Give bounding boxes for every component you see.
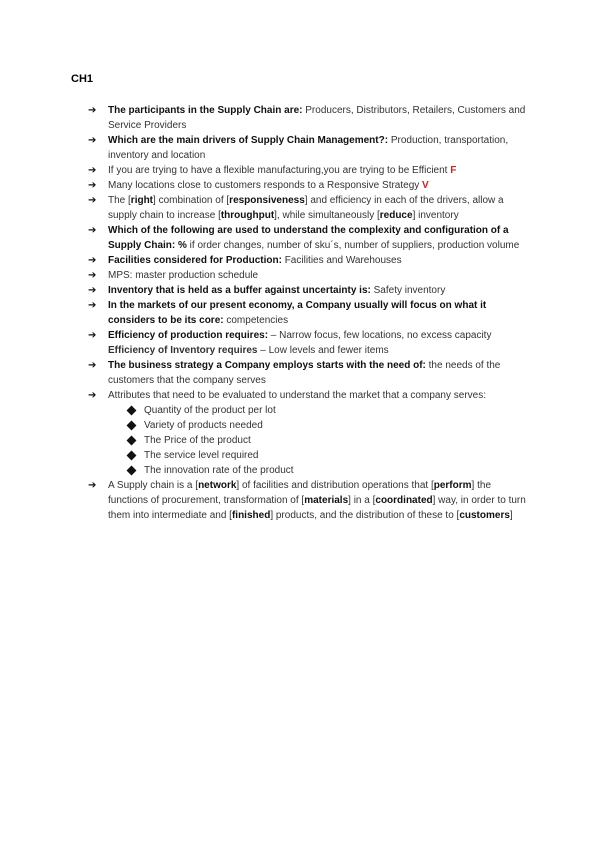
item-text: Many locations close to customers responds to a Responsive Strategy [108,180,423,191]
diamond-bullet-icon [127,466,137,476]
arrow-bullet-icon: ➔ [88,105,97,116]
item-bold-text: perform [433,480,472,491]
sublist-item-text: The Price of the product [144,435,251,446]
arrow-bullet-icon: ➔ [88,330,97,341]
list-item [88,388,528,403]
answer-mark-false: F [450,165,457,176]
item-bold-text: Inventory that is held as a buffer against uncertainty is: [108,285,371,296]
item-text: ] and efficiency in each of the drivers, allow a supply chain to increase [ [108,195,504,221]
item-text: If you are trying to have a flexible manufacturing,you are trying to be Efficient [108,165,451,176]
item-bold-text: throughput [220,210,275,221]
item-text: ] way, in order to turn them into intermediate and [ [108,495,526,521]
notes-list [88,103,528,523]
item-bold-text: network [198,480,237,491]
item-text: A Supply chain is a [ [108,480,199,491]
item-text: ], while simultaneously [ [274,210,380,221]
sublist-item [126,448,528,463]
item-bold-text: materials [304,495,349,506]
list-item [88,478,528,523]
arrow-bullet-icon: ➔ [88,165,97,176]
item-text: the needs of the customers that the company serves [108,360,501,386]
chapter-heading: CH1 [71,73,94,85]
list-item [88,253,528,268]
item-text: ] the functions of procurement, transformation of [ [108,480,492,506]
list-item [88,193,528,223]
item-text: Producers, Distributors, Retailers, Customers and Service Providers [108,105,526,131]
item-text: if order changes, number of sku´s, number of suppliers, production volume [186,240,520,251]
item-bold-text: customers [459,510,510,521]
sublist-item [126,403,528,418]
attributes-sublist [88,403,528,478]
diamond-bullet-icon [127,451,137,461]
item-text: ] products, and the distribution of these to [ [270,510,460,521]
list-item [88,298,528,328]
item-bold-text: Efficiency of Inventory requires [108,345,258,356]
list-item [88,358,528,388]
sublist-item-text: The innovation rate of the product [144,465,294,476]
list-item [88,328,528,343]
list-continuation [88,343,528,358]
arrow-bullet-icon: ➔ [88,390,97,401]
item-bold-text: coordinated [375,495,433,506]
item-bold-text: responsiveness [229,195,305,206]
item-bold-text: finished [231,510,271,521]
item-text: Facilities and Warehouses [281,255,402,266]
item-text: competencies [223,315,289,326]
item-text: Production, transportation, inventory and location [108,135,509,161]
sublist-item-text: Variety of products needed [144,420,263,431]
item-text: Safety inventory [370,285,446,296]
sublist-item-text: The service level required [144,450,259,461]
list-item [88,223,528,253]
item-bold-text: Which of the following are used to understand the complexity and configuration of a Supply Chain: % [108,225,509,251]
list-item [88,268,528,283]
item-text: – Narrow focus, few locations, no excess capacity [268,330,492,341]
arrow-bullet-icon: ➔ [88,255,97,266]
answer-mark-true: V [422,180,429,191]
item-text: ] of facilities and distribution operations that [ [236,480,434,491]
item-text: – Low levels and fewer items [257,345,389,356]
sublist-item [126,463,528,478]
item-bold-text: In the markets of our present economy, a Company usually will focus on what it considers to be its core: [108,300,487,326]
item-bold-text: reduce [379,210,413,221]
arrow-bullet-icon: ➔ [88,300,97,311]
arrow-bullet-icon: ➔ [88,480,97,491]
item-text: ] combination of [ [153,195,230,206]
diamond-bullet-icon [127,421,137,431]
item-text: MPS: master production schedule [108,270,259,281]
arrow-bullet-icon: ➔ [88,360,97,371]
arrow-bullet-icon: ➔ [88,135,97,146]
list-item [88,133,528,163]
list-item [88,103,528,133]
item-bold-text: Efficiency of production requires: [108,330,269,341]
item-bold-text: The participants in the Supply Chain are: [108,105,303,116]
arrow-bullet-icon: ➔ [88,180,97,191]
item-text: The [ [108,195,131,206]
list-item [88,163,528,178]
arrow-bullet-icon: ➔ [88,285,97,296]
item-text: ] in a [ [348,495,376,506]
item-text: Attributes that need to be evaluated to understand the market that a company serves: [108,390,487,401]
diamond-bullet-icon [127,436,137,446]
diamond-bullet-icon [127,406,137,416]
item-text: ] inventory [412,210,459,221]
item-bold-text: Which are the main drivers of Supply Chain Management?: [108,135,389,146]
arrow-bullet-icon: ➔ [88,270,97,281]
sublist-item [126,418,528,433]
item-bold-text: Facilities considered for Production: [108,255,282,266]
list-item [88,178,528,193]
item-text: ] [509,510,513,521]
arrow-bullet-icon: ➔ [88,195,97,206]
item-bold-text: The business strategy a Company employs starts with the need of: [108,360,426,371]
sublist-item-text: Quantity of the product per lot [144,405,276,416]
arrow-bullet-icon: ➔ [88,225,97,236]
sublist-item [126,433,528,448]
item-bold-text: right [130,195,154,206]
list-item [88,283,528,298]
